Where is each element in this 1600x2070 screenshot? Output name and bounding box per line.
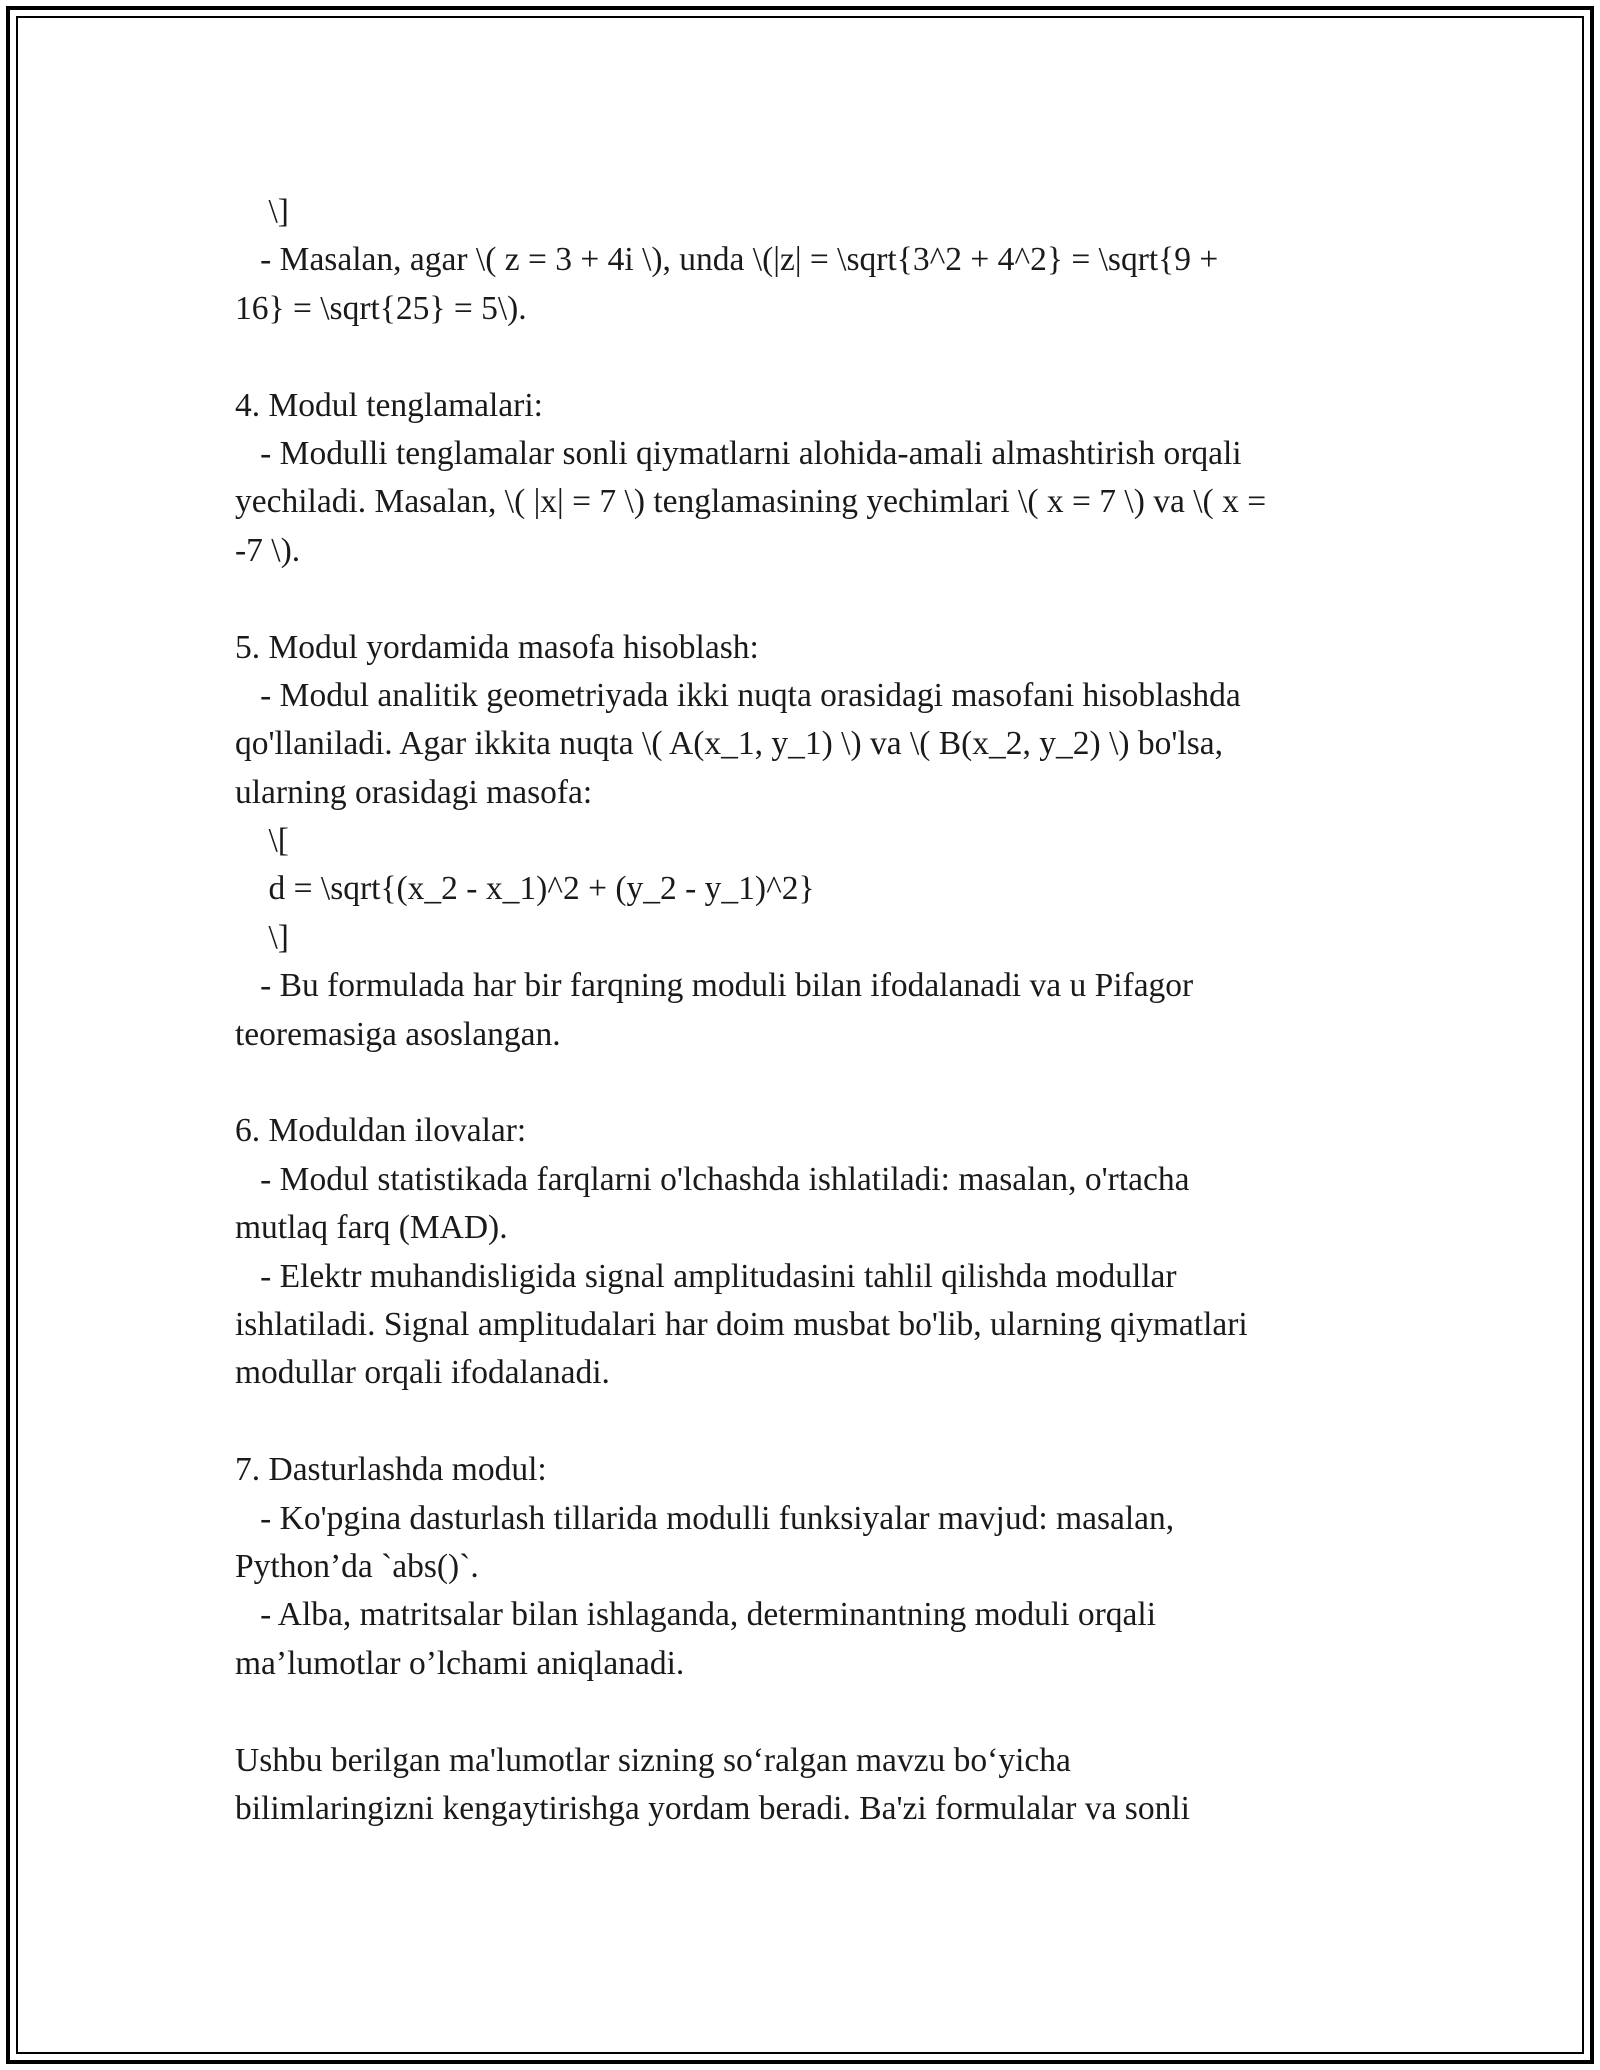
- closing-paragraph-line: bilimlaringizni kengaytirishga yordam beradi. Ba'zi formulalar va sonli: [235, 1789, 1190, 1827]
- text-line: teoremasiga asoslangan.: [235, 1015, 561, 1053]
- section-heading: 6. Moduldan ilovalar:: [235, 1112, 527, 1150]
- section-heading: 5. Modul yordamida masofa hisoblash:: [235, 628, 759, 666]
- formula-line: \[: [235, 822, 289, 860]
- section-heading: 4. Modul tenglamalari:: [235, 386, 543, 424]
- text-line: - Bu formulada har bir farqning moduli bilan ifodalanadi va u Pifagor: [235, 967, 1194, 1005]
- closing-paragraph-line: Ushbu berilgan ma'lumotlar sizning so‘ralgan mavzu bo‘yicha: [235, 1741, 1071, 1779]
- text-line: - Modulli tenglamalar sonli qiymatlarni alohida-amali almashtirish orqali: [235, 434, 1242, 472]
- text-line: ishlatiladi. Signal amplitudalari har doim musbat bo'lib, ularning qiymatlari: [235, 1305, 1248, 1343]
- text-line: - Ko'pgina dasturlash tillarida modulli funksiyalar mavjud: masalan,: [235, 1499, 1175, 1537]
- text-line: - Alba, matritsalar bilan ishlaganda, determinantning moduli orqali: [235, 1596, 1157, 1634]
- text-line: Python’da `abs()`.: [235, 1547, 479, 1585]
- text-line: -7 \).: [235, 531, 301, 569]
- text-line: 16} = \sqrt{25} = 5\).: [235, 289, 527, 327]
- section-heading: 7. Dasturlashda modul:: [235, 1451, 547, 1489]
- text-line: mutlaq farq (MAD).: [235, 1209, 508, 1247]
- text-line: qo'llaniladi. Agar ikkita nuqta \( A(x_1, y_1) \) va \( B(x_2, y_2) \) bo'lsa,: [235, 725, 1224, 763]
- text-line: ma’lumotlar o’lchami aniqlanadi.: [235, 1644, 685, 1682]
- document-body: [235, 188, 1375, 1833]
- blank-line: [235, 1688, 1375, 1736]
- text-line: \]: [235, 193, 289, 230]
- text-line: modullar orqali ifodalanadi.: [235, 1354, 610, 1392]
- blank-line: [235, 333, 1375, 381]
- blank-line: [235, 1059, 1375, 1107]
- blank-line: [235, 575, 1375, 623]
- text-line: ularning orasidagi masofa:: [235, 773, 593, 811]
- formula-line: \]: [235, 918, 289, 956]
- text-line: - Masalan, agar \( z = 3 + 4i \), unda \(|z| = \sqrt{3^2 + 4^2} = \sqrt{9 +: [235, 241, 1219, 279]
- text-line: - Modul analitik geometriyada ikki nuqta orasidagi masofani hisoblashda: [235, 676, 1241, 714]
- text-line: - Elektr muhandisligida signal amplitudasini tahlil qilishda modullar: [235, 1257, 1177, 1295]
- text-line: - Modul statistikada farqlarni o'lchashda ishlatiladi: masalan, o'rtacha: [235, 1160, 1190, 1198]
- formula-line: d = \sqrt{(x_2 - x_1)^2 + (y_2 - y_1)^2}: [235, 870, 815, 908]
- text-line: yechiladi. Masalan, \( |x| = 7 \) tenglamasining yechimlari \( x = 7 \) va \( x =: [235, 483, 1267, 521]
- blank-line: [235, 1398, 1375, 1446]
